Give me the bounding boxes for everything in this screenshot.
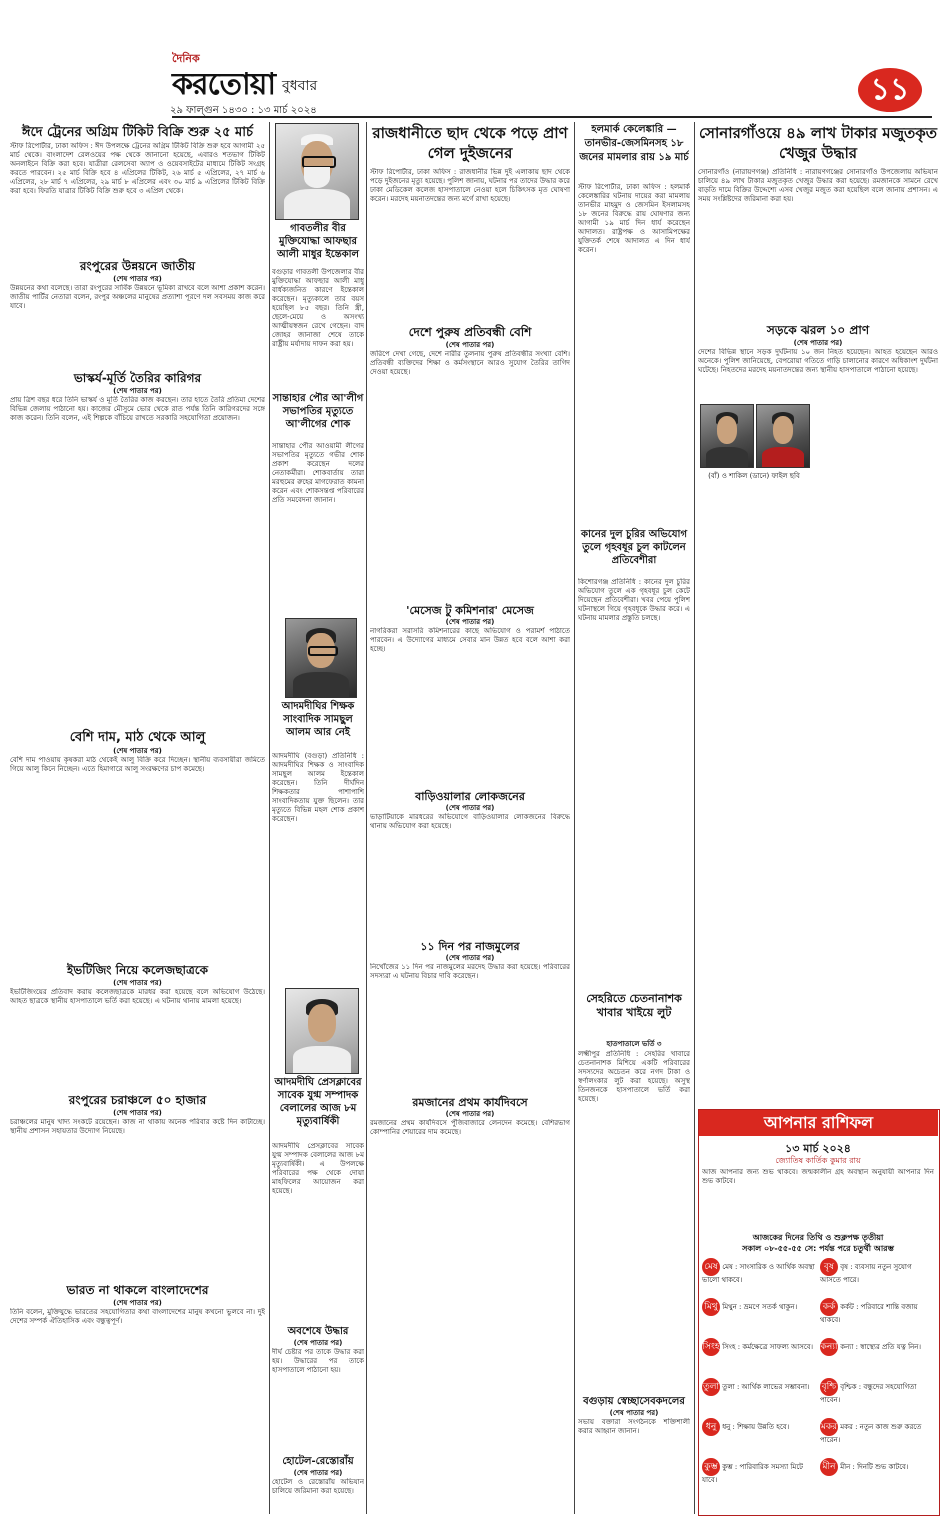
halmark-body: স্টাফ রিপোর্টার, ঢাকা অফিস : হলমার্ক কেলেঙ্কারির ঘটনায় দায়ের করা মামলায় তানভীর মাহমুদ ও জেসমিন ইসলামসহ ১৮ জনের বিরুদ্ধে রায় ঘোষণার জন্য আগামী ১৯ মার্চ দিন ধার্য করেছেন আদালত। রাষ্ট্রপক্ষ ও আসামিপক্ষের যুক্তিতর্ক শেষে আদালত এ দিন ধার্য করেন।: [578, 183, 690, 254]
bogura-kicker: (শেষ পাতার পর): [609, 1409, 659, 1417]
sculpture-body: প্রায় ত্রিশ বছর ধরে তিনি ভাস্কর্য ও মূর্তি তৈরির কাজ করছেন। তার হাতে তৈরি প্রতিমা দেশের বিভিন্ন জেলায় পাঠানো হয়। কাজের মৌসুমে ভোর থেকে রাত পর্যন্ত তিনি কারিগরদের সঙ্গে কাজ করেন। তিনি বলেন, এই শিল্পকে বাঁচিয়ে রাখতে সরকারি সহযোগিতা প্রয়োজন।: [10, 396, 265, 422]
najrul-body: নিখোঁজের ১১ দিন পর নাজমুলের মরদেহ উদ্ধার করা হয়েছে। পরিবারের সদস্যরা এ ঘটনায় বিচার দাবি করেছেন।: [370, 963, 570, 980]
hotel-kicker: (শেষ পাতার পর): [293, 1469, 343, 1477]
zodiac-icon: বৃশ্চি: [820, 1378, 838, 1396]
sign-entry: কন্যা কন্যা : স্বাস্থ্যের প্রতি যত্ন নিন।: [820, 1338, 934, 1356]
message-body: নাগরিকরা সরাসরি কমিশনারের কাছে অভিযোগ ও পরামর্শ পাঠাতে পারবেন। এ উদ্যোগের মাধ্যমে সেবার মান উন্নত হবে বলে আশা করা হচ্ছে।: [370, 627, 570, 653]
zodiac-icon: বৃষ: [820, 1258, 838, 1276]
header-rule: [172, 116, 932, 118]
zodiac-icon: মীন: [820, 1458, 838, 1476]
accidents-body-side: [814, 404, 938, 484]
rangpur-hunger-headline: রংপুরের চরাঞ্চলে ৫০ হাজার: [68, 1093, 207, 1107]
rangpur-dev-kicker: (শেষ পাতার পর): [113, 275, 162, 283]
rescue-kicker: (শেষ পাতার পর): [293, 1339, 343, 1347]
teacher-photo: [285, 618, 357, 698]
dates-body: সোনারগাঁও (নারায়ণগঞ্জ) প্রতিনিধি : নারায়ণগঞ্জের সোনারগাঁও উপজেলায় অভিযান চালিয়ে ৪৯ লাখ টাকার মজুতকৃত খেজুর উদ্ধার করা হয়েছে। রমজানকে সামনে রেখে বাড়তি দামে বিক্রির উদ্দেশ্যে এসব খেজুর মজুত করা হয়েছিল বলে জানায় প্রশাসন। এ সময় সংশ্লিষ্টদের জরিমানা করা হয়।: [698, 168, 938, 203]
accidents-kicker: (শেষ পাতার পর): [793, 339, 843, 347]
zodiac-icon: কন্যা: [820, 1338, 838, 1356]
najrul-kicker: (শেষ পাতার পর): [445, 954, 495, 962]
masthead-date: ২৯ ফাল্গুন ১৪৩০ : ১৩ মার্চ ২০২৪: [170, 105, 317, 116]
rashifal-tithi: আজকের দিনের তিথি ও শুক্লপক্ষ তৃতীয়া: [752, 1233, 884, 1242]
rangpur-hunger-body: চরাঞ্চলের মানুষ খাদ্য সংকটে রয়েছেন। কাজ না থাকায় অনেক পরিবার কষ্টে দিন কাটাচ্ছে। স্থানীয় প্রশাসন সহায়তার উদ্যোগ নিয়েছে।: [10, 1118, 265, 1135]
earring-body: কিশোরগঞ্জ প্রতিনিধি : কানের দুল চুরির অভিযোগ তুলে এক গৃহবধূর চুল কেটে দিয়েছেন প্রতিবেশীরা। খবর পেয়ে পুলিশ ঘটনাস্থলে গিয়ে গৃহবধূকে উদ্ধার করে। এ ঘটনায় মামলার প্রস্তুতি চলছে।: [578, 578, 690, 622]
najrul-headline: ১১ দিন পর নাজমুলের: [420, 940, 520, 953]
sign-entry: কর্ক কর্কট : পরিবারে শান্তি বজায় থাকবে।: [820, 1298, 934, 1325]
rangpur-dev-body: উন্নয়নের কথা বলেছে। তারা রংপুরের সার্বিক উন্নয়নে ভূমিকা রাখবে বলে আশা প্রকাশ করেন। জাতীয় পার্টির নেতারা বলেন, রংপুর অঞ্চলের মানুষের প্রত্যাশা পূরণে দল সবসময় কাজ করে যাবে।: [10, 284, 265, 310]
column-divider: [694, 122, 695, 1514]
rashifal-date: ১৩ মার্চ ২০২৪: [785, 1142, 851, 1155]
men-more-headline: দেশে পুরুষ প্রতিবন্ধী বেশি: [408, 325, 532, 339]
press-club-headline: আদমদীঘি প্রেসক্লাবের সাবেক যুগ্ম সম্পাদক বেলালের আজ ৮ম মৃত্যুবার্ষিকী: [274, 1077, 362, 1127]
freedom-fighter-photo: [275, 123, 359, 220]
column-divider: [574, 122, 575, 1514]
rashifal-intro: আজ আপনার জন্য শুভ থাকবে। জন্মকালীন গ্রহ অবস্থান অনুযায়ী আপনার দিন শুভ কাটবে।: [702, 1168, 934, 1185]
train-body: স্টাফ রিপোর্টার, ঢাকা অফিস : ঈদ উপলক্ষে ট্রেনের অগ্রিম টিকিট বিক্রি শুরু হবে আগামী ২৫ মার্চ থেকে। বাংলাদেশ রেলওয়ের পক্ষ থেকে জানানো হয়েছে, এবারও শতভাগ টিকিট অনলাইনে বিক্রি করা হবে। যাত্রীরা রেলসেবা অ্যাপ ও ওয়েবসাইটের মাধ্যমে টিকিট সংগ্রহ করতে পারবেন। ২৫ মার্চ বিক্রি হবে ৪ এপ্রিলের টিকিট, ২৬ মার্চ ৫ এপ্রিলের, ২৭ মার্চ ৬ এপ্রিলের, ২৮ মার্চ ৭ এপ্রিলের, ২৯ মার্চ ৮ এপ্রিলের এবং ৩০ মার্চ ৯ এপ্রিলের টিকিট বিক্রি করা হবে। ফিরতি যাত্রার টিকিট বিক্রি শুরু হবে ৩ এপ্রিল থেকে।: [10, 142, 265, 195]
column-divider: [366, 122, 367, 1514]
teacher-headline: আদমদীঘির শিক্ষক সাংবাদিক সামছুল আলম আর নেই: [281, 701, 355, 738]
rashifal-author: জ্যোতিষ কার্তিক কুমার রায়: [775, 1156, 861, 1165]
potato-body: বেশি দাম পাওয়ায় কৃষকরা মাঠ থেকেই আলু বিক্রি করে দিচ্ছেন। স্থানীয় ব্যবসায়ীরা জমিতে গিয়ে আলু কিনে নিচ্ছেন। এতে হিমাগারে আলু সংরক্ষণের চাপ কমেছে।: [10, 756, 265, 773]
zodiac-icon: সিংহ: [702, 1338, 720, 1356]
rescue-headline: অবশেষে উদ্ধার: [287, 1326, 349, 1337]
zodiac-icon: কুম্ভ: [702, 1458, 720, 1476]
potato-headline: বেশি দাম, মাঠ থেকে আলু: [69, 730, 206, 745]
accidents-caption: (বাঁ) ও শাকিল (ডানে) ফাইল ছবি: [708, 472, 800, 480]
masthead: [0, 0, 945, 116]
santahar-headline: সান্তাহার পৌর আ'লীগ সভাপতির মৃত্যুতে আ'লীগের শোক: [272, 393, 364, 430]
press-club-photo: [285, 988, 359, 1074]
sign-entry: কুম্ভ কুম্ভ : পারিবারিক সমস্যা মিটে যাবে।: [702, 1458, 816, 1485]
sehri-headline: সেহরিতে চেতনানাশক খাবার খাইয়ে লুট: [586, 992, 682, 1019]
rangpur-hunger-kicker: (শেষ পাতার পর): [113, 1109, 162, 1117]
zodiac-icon: ধনু: [702, 1418, 720, 1436]
homeowner-kicker: (শেষ পাতার পর): [445, 804, 495, 812]
homeowner-body: ভাড়াটিয়াকে মারধরের অভিযোগে বাড়িওয়ালার লোকজনের বিরুদ্ধে থানায় অভিযোগ করা হয়েছে।: [370, 813, 570, 830]
santahar-body: সান্তাহার পৌর আওয়ামী লীগের সভাপতির মৃত্যুতে গভীর শোক প্রকাশ করেছেন দলের নেতাকর্মীরা। শোকবার্তায় তারা মরহুমের রুহের মাগফেরাত কামনা করেন এবং শোকসন্তপ্ত পরিবারের প্রতি সমবেদনা জানান।: [272, 442, 364, 504]
masthead-small-title: দৈনিক: [172, 52, 200, 65]
zodiac-icon: মিথু: [702, 1298, 720, 1316]
message-kicker: (শেষ পাতার পর): [445, 618, 495, 626]
rashifal-time: সকাল ০৮-৫৫-৫৫ সে: পর্যন্ত পরে চতুর্থী আরম্ভ: [742, 1244, 894, 1253]
message-headline: 'মেসেজ টু কমিশনার' মেসেজ: [406, 604, 534, 617]
column-divider: [269, 122, 270, 1514]
masthead-logo: করতোয়া: [172, 67, 276, 102]
men-more-kicker: (শেষ পাতার পর): [445, 341, 495, 349]
page-number: ১১: [858, 68, 922, 112]
bogura-body: সভায় বক্তারা সংগঠনকে শক্তিশালী করার আহ্বান জানান।: [578, 1418, 690, 1435]
ramadan-kicker: (শেষ পাতার পর): [445, 1110, 495, 1118]
sign-entry: তুলা তুলা : আর্থিক লাভের সম্ভাবনা।: [702, 1378, 816, 1396]
sign-entry: মীন মীন : দিনটি শুভ কাটবে।: [820, 1458, 934, 1476]
roof-fall-body: স্টাফ রিপোর্টার, ঢাকা অফিস : রাজধানীর ভিন্ন দুই এলাকায় ছাদ থেকে পড়ে দুইজনের মৃত্যু হয়েছে। পুলিশ জানায়, ঘটনার পর তাদের উদ্ধার করে ঢাকা মেডিকেল কলেজ হাসপাতালে নেওয়া হলে চিকিৎসক মৃত ঘোষণা করেন। মরদেহ ময়নাতদন্তের জন্য মর্গে রাখা হয়েছে।: [370, 168, 570, 203]
freedom-fighter-body: বগুড়ার গাবতলী উপজেলার বীর মুক্তিযোদ্ধা আফছার আলী মাধু বার্ধক্যজনিত কারণে ইন্তেকাল করেছেন। মৃত্যুকালে তার বয়স হয়েছিল ৮৫ বছর। তিনি স্ত্রী, ছেলে-মেয়ে ও অসংখ্য আত্মীয়স্বজন রেখে গেছেন। বাদ জোহর জানাজা শেষে তাকে রাষ্ট্রীয় মর্যাদায় দাফন করা হয়।: [272, 268, 364, 348]
accidents-headline: সড়কে ঝরল ১০ প্রাণ: [766, 323, 870, 337]
roof-fall-headline: রাজধানীতে ছাদ থেকে পড়ে প্রাণ গেল দুইজনের: [372, 124, 568, 162]
hotel-headline: হোটেল-রেস্তোরাঁয়: [282, 1456, 354, 1467]
india-kicker: (শেষ পাতার পর): [113, 1299, 162, 1307]
sculpture-kicker: (শেষ পাতার পর): [113, 387, 162, 395]
dates-headline: সোনারগাঁওয়ে ৪৯ লাখ টাকার মজুতকৃত খেজুর উদ্ধার: [698, 124, 938, 162]
halmark-headline: হলমার্ক কেলেঙ্কারি — তানভীর-জেসমিনসহ ১৮ জনের মামলার রায় ১৯ মার্চ: [579, 124, 689, 163]
sign-entry: মিথু মিথুন : ভ্রমণে সতর্ক থাকুন।: [702, 1298, 816, 1316]
ramadan-body: রমজানের প্রথম কার্যদিবসে পুঁজিবাজারে লেনদেন কমেছে। বেশিরভাগ কোম্পানির শেয়ারের দাম কমেছে।: [370, 1119, 570, 1136]
accident-victim-photo-2: [756, 404, 810, 468]
sign-entry: ধনু ধনু : শিক্ষায় উন্নতি হবে।: [702, 1418, 816, 1436]
homeowner-headline: বাড়িওয়ালার লোকজনের: [415, 790, 525, 803]
sign-entry: সিংহ সিংহ : কর্মক্ষেত্রে সাফল্য আসবে।: [702, 1338, 816, 1356]
india-headline: ভারত না থাকলে বাংলাদেশের: [66, 1283, 209, 1297]
men-more-body: জরিপে দেখা গেছে, দেশে নারীর তুলনায় পুরুষ প্রতিবন্ধীর সংখ্যা বেশি। প্রতিবন্ধী ব্যক্তিদের শিক্ষা ও কর্মসংস্থানে আরও সুযোগ তৈরির তাগিদ দেওয়া হয়েছে।: [370, 350, 570, 376]
accidents-body-more: [698, 484, 938, 1104]
accident-victim-photo-1: [700, 404, 754, 468]
eve-teasing-body: ইভটিজিংয়ের প্রতিবাদ করায় কলেজছাত্রকে মারধর করা হয়েছে বলে অভিযোগ উঠেছে। আহত ছাত্রকে স্থানীয় হাসপাতালে ভর্তি করা হয়েছে। এ ঘটনায় থানায় মামলা হয়েছে।: [10, 988, 265, 1005]
earring-headline: কানের দুল চুরির অভিযোগ তুলে গৃহবধূর চুল কাটলেন প্রতিবেশীরা: [581, 529, 687, 566]
rashifal-title: আপনার রাশিফল: [699, 1110, 938, 1136]
sculpture-headline: ভাস্কর্য-মূর্তি তৈরির কারিগর: [73, 371, 202, 385]
train-headline: ঈদে ট্রেনের অগ্রিম টিকিট বিক্রি শুরু ২৫ মার্চ: [21, 125, 254, 140]
eve-teasing-kicker: (শেষ পাতার পর): [113, 979, 162, 987]
teacher-body: আদমদীঘি (বগুড়া) প্রতিনিধি : আদমদীঘির শিক্ষক ও সাংবাদিক সামছুল আলম ইন্তেকাল করেছেন। তিনি দীর্ঘদিন শিক্ষকতার পাশাপাশি সাংবাদিকতায় যুক্ত ছিলেন। তার মৃত্যুতে বিভিন্ন মহল শোক প্রকাশ করেছেন।: [272, 752, 364, 823]
hotel-body: হোটেল ও রেস্তোরাঁয় অভিযান চালিয়ে জরিমানা করা হয়েছে।: [272, 1478, 364, 1495]
masthead-weekday: বুধবার: [282, 78, 318, 94]
press-club-body: আদমদীঘি প্রেসক্লাবের সাবেক যুগ্ম সম্পাদক বেলালের আজ ৮ম মৃত্যুবার্ষিকী। এ উপলক্ষে পরিবারের পক্ষ থেকে দোয়া মাহফিলের আয়োজন করা হয়েছে।: [272, 1142, 364, 1195]
sign-entry: বৃষ বৃষ : ব্যবসায় নতুন সুযোগ আসতে পারে।: [820, 1258, 934, 1285]
zodiac-icon: মকর: [820, 1418, 838, 1436]
sign-entry: বৃশ্চি বৃশ্চিক : বন্ধুদের সহযোগিতা পাবেন।: [820, 1378, 934, 1405]
india-body: তিনি বলেন, মুক্তিযুদ্ধে ভারতের সহযোগিতার কথা বাংলাদেশের মানুষ কখনো ভুলবে না। দুই দেশের সম্পর্ক ঐতিহাসিক এবং বন্ধুত্বপূর্ণ।: [10, 1308, 265, 1325]
potato-kicker: (শেষ পাতার পর): [113, 747, 162, 755]
eve-teasing-headline: ইভটিজিং নিয়ে কলেজছাত্রকে: [66, 963, 208, 977]
freedom-fighter-headline: গাবতলীর বীর মুক্তিযোদ্ধা আফছার আলী মাধুর ইন্তেকাল: [277, 223, 359, 260]
sehri-body: লক্ষ্মীপুর প্রতিনিধি : সেহরির খাবারে চেতনানাশক মিশিয়ে একটি পরিবারের সদস্যদের অচেতন করে নগদ টাকা ও স্বর্ণালংকার লুট করা হয়েছে। অসুস্থ তিনজনকে হাসপাতালে ভর্তি করা হয়েছে।: [578, 1050, 690, 1103]
zodiac-icon: কর্ক: [820, 1298, 838, 1316]
ramadan-headline: রমজানের প্রথম কার্যদিবসে: [412, 1096, 528, 1109]
sign-entry: মেষ মেষ : সাংসারিক ও আর্থিক অবস্থা ভালো থাকবে।: [702, 1258, 816, 1285]
sign-entry: মকর মকর : নতুন কাজ শুরু করতে পারেন।: [820, 1418, 934, 1445]
zodiac-icon: তুলা: [702, 1378, 720, 1396]
accidents-body: দেশের বিভিন্ন স্থানে সড়ক দুর্ঘটনায় ১০ জন নিহত হয়েছেন। আহত হয়েছেন আরও অনেকে। পুলিশ জানিয়েছে, বেপরোয়া গতিতে গাড়ি চালানোর কারণে অধিকাংশ দুর্ঘটনা ঘটেছে। নিহতদের মরদেহ ময়নাতদন্তের জন্য স্থানীয় হাসপাতালে পাঠানো হয়েছে।: [698, 348, 938, 374]
rescue-body: দীর্ঘ চেষ্টার পর তাকে উদ্ধার করা হয়। উদ্ধারের পর তাকে হাসপাতালে পাঠানো হয়।: [272, 1348, 364, 1374]
zodiac-icon: মেষ: [702, 1258, 720, 1276]
bogura-headline: বগুড়ায় স্বেচ্ছাসেবকদলের: [583, 1396, 685, 1407]
rangpur-dev-headline: রংপুরের উন্নয়নে জাতীয়: [79, 259, 196, 273]
sehri-kicker: হাতপাতালে ভর্তি ৩: [606, 1040, 662, 1048]
rashifal-signs: [702, 1258, 934, 1508]
